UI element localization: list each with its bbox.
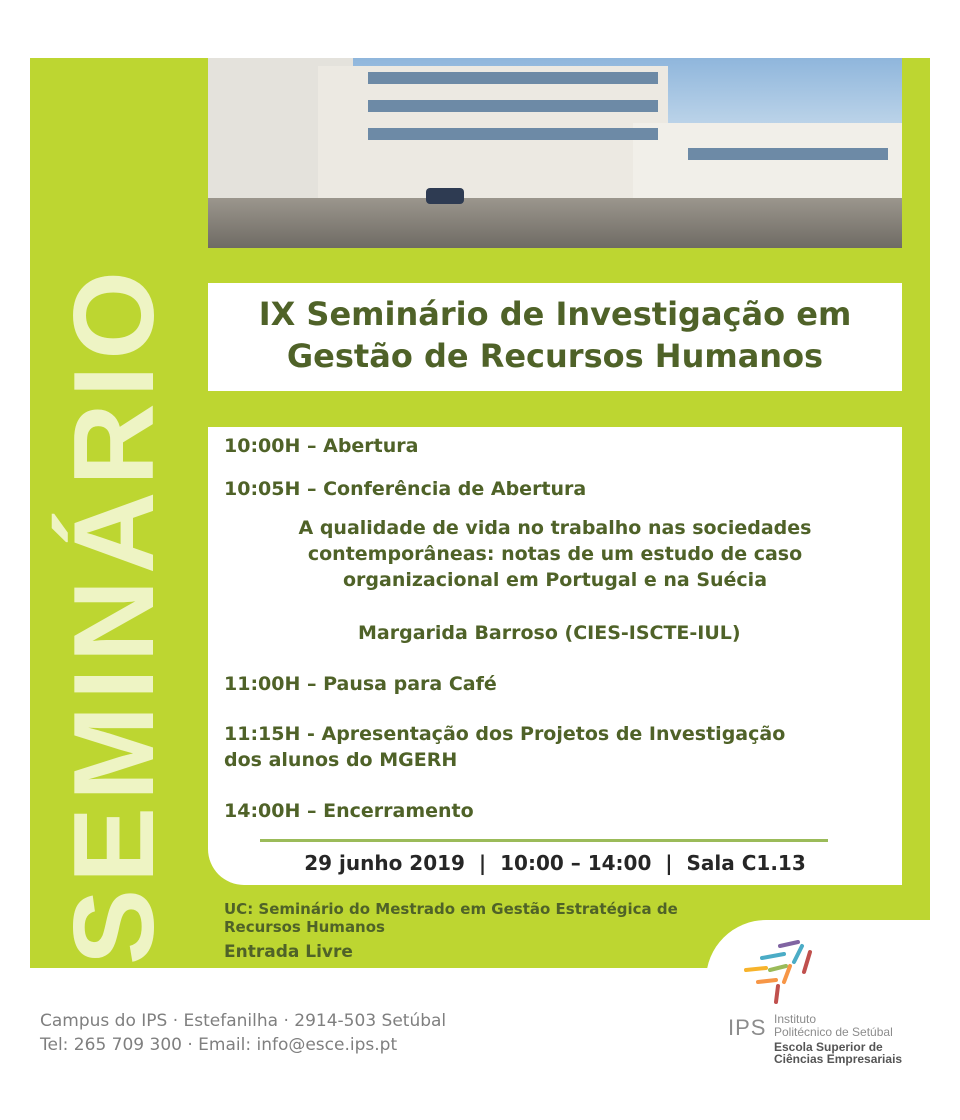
title-line-1: IX Seminário de Investigação em — [258, 295, 852, 333]
logo-name-line-1: Instituto — [774, 1012, 817, 1026]
program-box — [208, 427, 902, 885]
side-label: SEMINÁRIO — [51, 264, 178, 965]
logo-name-line-2: Politécnico de Setúbal — [774, 1025, 893, 1039]
talk-title-line-1: A qualidade de vida no trabalho nas sociedades — [298, 517, 812, 539]
talk-title-line-3: organizacional em Portugal e na Suécia — [342, 569, 768, 591]
program-closing: 14:00H – Encerramento — [224, 800, 474, 822]
talk-title-line-2: contemporâneas: notas de um estudo de caso — [307, 543, 803, 565]
photo-window-row — [368, 128, 658, 140]
entry-free: Entrada Livre — [224, 942, 353, 962]
uc-line-1: UC: Seminário do Mestrado em Gestão Estratégica de — [224, 900, 678, 918]
program-projects-line-1: 11:15H - Apresentação dos Projetos de Investigação — [224, 723, 786, 745]
photo-car — [426, 188, 464, 204]
footer-contact: Tel: 265 709 300 · Email: info@esce.ips.pt — [40, 1035, 398, 1055]
event-info: 29 junho 2019 | 10:00 – 14:00 | Sala C1.13 — [304, 851, 806, 875]
footer-address: Campus do IPS · Estefanilha · 2914-503 Setúbal — [40, 1011, 447, 1031]
program-coffee: 11:00H – Pausa para Café — [224, 673, 497, 695]
photo-building-right — [633, 123, 902, 208]
speaker: Margarida Barroso (CIES-ISCTE-IUL) — [358, 622, 741, 644]
uc-line-2: Recursos Humanos — [224, 918, 385, 936]
logo-school-line-2: Ciências Empresariais — [774, 1052, 903, 1066]
photo-window-row — [368, 100, 658, 112]
logo-letters: IPS — [728, 1015, 767, 1040]
divider — [260, 839, 828, 842]
logo-school-line-1: Escola Superior de — [774, 1040, 883, 1054]
program-conference: 10:05H – Conferência de Abertura — [224, 478, 587, 500]
photo-window-row — [688, 148, 888, 160]
ips-logo-icon — [740, 940, 820, 1010]
photo-ground — [208, 198, 902, 248]
campus-photo — [208, 58, 902, 248]
title-line-2: Gestão de Recursos Humanos — [286, 337, 824, 375]
photo-window-row — [368, 72, 658, 84]
program-projects-line-2: dos alunos do MGERH — [224, 749, 458, 771]
title-box — [208, 283, 902, 391]
program-opening: 10:00H – Abertura — [224, 435, 419, 457]
